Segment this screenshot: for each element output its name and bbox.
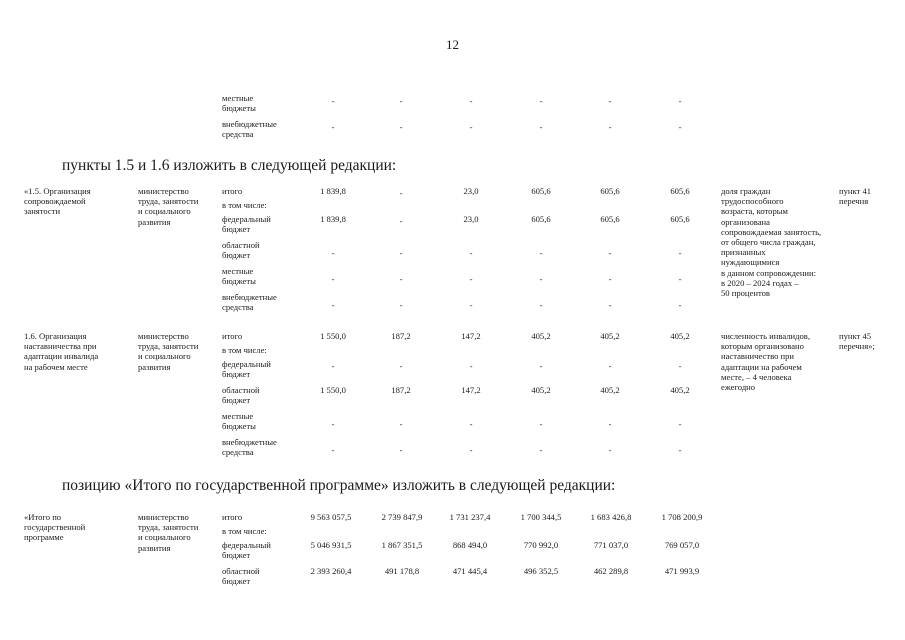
cell-value: 23,0 [463,186,479,196]
cell-value: - [331,361,335,371]
cell-value: 405,2 [600,385,620,395]
cell-value: 868 494,0 [452,540,488,550]
cell-value: - [469,122,473,132]
row-label: областной бюджет [222,385,260,406]
row-label: внебюджетные средства [222,119,277,140]
cell-value: - [608,419,612,429]
cell-value: - [469,419,473,429]
cell-value: 2 739 847,9 [381,512,423,522]
cell-value: - [399,122,403,132]
cell-value: 1 550,0 [320,385,346,395]
section-heading: позицию «Итого по государственной программе» изложить в следующей редакции: [62,477,616,494]
cell-value: 771 037,0 [593,540,629,550]
cell-value: - [539,122,543,132]
item-name: «1.5. Организация сопровождаемой занятости [24,186,91,217]
cell-value: - [608,445,612,455]
cell-value: 491 178,8 [384,566,420,576]
row-label: итого [222,186,243,196]
cell-value: - [539,300,543,310]
row-label: в том числе: [222,200,267,210]
row-label: федеральный бюджет [222,359,271,380]
target-indicator: численность инвалидов, которым организовано наставничество при адаптации на рабочем месте, – 4 человека ежегодно [721,331,810,393]
cell-value: 1 700 344,5 [520,512,562,522]
cell-value: 1 839,8 [320,186,346,196]
cell-value: - [678,122,682,132]
cell-value: 471 993,9 [664,566,700,576]
cell-value: - [331,274,335,284]
cell-value: - [539,361,543,371]
cell-value: - [608,361,612,371]
cell-value: - [331,122,335,132]
cell-value: 1 731 237,4 [449,512,491,522]
cell-value: 605,6 [531,214,551,224]
cell-value: 496 352,5 [523,566,559,576]
cell-value: - [331,96,335,106]
cell-value: 605,6 [670,214,690,224]
reference: пункт 41 перечня [839,186,872,207]
cell-value: - [608,122,612,132]
cell-value: 605,6 [600,214,620,224]
row-label: местные бюджеты [222,411,256,432]
cell-value: 5 046 931,5 [310,540,352,550]
cell-value: - [399,361,403,371]
cell-value: 405,2 [670,331,690,341]
cell-value: - [539,248,543,258]
cell-value: - [331,248,335,258]
cell-value: 187,2 [391,385,411,395]
cell-value: 147,2 [461,331,481,341]
cell-value: - [399,445,403,455]
row-label: местные бюджеты [222,93,256,114]
cell-value: 405,2 [531,331,551,341]
cell-value: - [608,300,612,310]
cell-value: 605,6 [670,186,690,196]
cell-value: 9 563 057,5 [310,512,352,522]
executor: министерство труда, занятости и социального развития [138,331,199,372]
cell-value: 405,2 [531,385,551,395]
row-label: федеральный бюджет [222,540,271,561]
cell-value: - [678,419,682,429]
cell-value: 462 289,8 [593,566,629,576]
cell-value: - [678,300,682,310]
cell-value: - [469,96,473,106]
row-label: в том числе: [222,526,267,536]
row-label: итого [222,512,243,522]
cell-value: - [469,248,473,258]
cell-value: 605,6 [531,186,551,196]
total-name: «Итого по государственной программе [24,512,86,543]
section-heading: пункты 1.5 и 1.6 изложить в следующей редакции: [62,157,397,174]
cell-value: 23,0 [463,214,479,224]
cell-value: - [331,300,335,310]
cell-value: 471 445,4 [452,566,488,576]
row-label: в том числе: [222,345,267,355]
cell-value: - [539,96,543,106]
cell-value: - [469,300,473,310]
cell-value: - [608,274,612,284]
cell-value: 1 708 200,9 [661,512,703,522]
row-label: федеральный бюджет [222,214,271,235]
cell-value: - [399,419,403,429]
cell-value: 1 867 351,5 [381,540,423,550]
cell-value: 1 683 426,8 [590,512,632,522]
cell-value: 2 393 260,4 [310,566,352,576]
cell-value: 769 057,0 [664,540,700,550]
cell-value: - [469,445,473,455]
cell-value: - [678,445,682,455]
reference: пункт 45 перечня»; [839,331,875,352]
cell-value: - [539,274,543,284]
cell-value: - [678,248,682,258]
cell-value: 1 550,0 [320,331,346,341]
cell-value: - [539,445,543,455]
row-label: областной бюджет [222,240,260,261]
page-number: 12 [446,37,459,52]
cell-value: - [399,216,403,226]
row-label: внебюджетные средства [222,292,277,313]
executor: министерство труда, занятости и социального развития [138,512,199,553]
cell-value: 605,6 [600,186,620,196]
row-label: местные бюджеты [222,266,256,287]
cell-value: - [399,274,403,284]
cell-value: 187,2 [391,331,411,341]
cell-value: - [469,274,473,284]
cell-value: - [399,248,403,258]
cell-value: - [469,361,473,371]
cell-value: - [678,274,682,284]
row-label: областной бюджет [222,566,260,587]
item-name: 1.6. Организация наставничества при адаптации инвалида на рабочем месте [24,331,99,372]
cell-value: - [678,361,682,371]
cell-value: 405,2 [670,385,690,395]
executor: министерство труда, занятости и социального развития [138,186,199,227]
cell-value: 405,2 [600,331,620,341]
cell-value: 1 839,8 [320,214,346,224]
cell-value: - [399,96,403,106]
cell-value: - [399,188,403,198]
target-indicator: доля граждан трудоспособного возраста, которым организована сопровождаемая занятость, от общего числа граждан, признанных нуждающимися в данном сопровождении: в 2020 – 2024 годах – 50 процентов [721,186,822,299]
cell-value: - [331,445,335,455]
row-label: итого [222,331,243,341]
cell-value: - [608,96,612,106]
cell-value: - [399,300,403,310]
cell-value: - [608,248,612,258]
row-label: внебюджетные средства [222,437,277,458]
cell-value: - [678,96,682,106]
cell-value: 147,2 [461,385,481,395]
cell-value: - [331,419,335,429]
cell-value: 770 992,0 [523,540,559,550]
cell-value: - [539,419,543,429]
